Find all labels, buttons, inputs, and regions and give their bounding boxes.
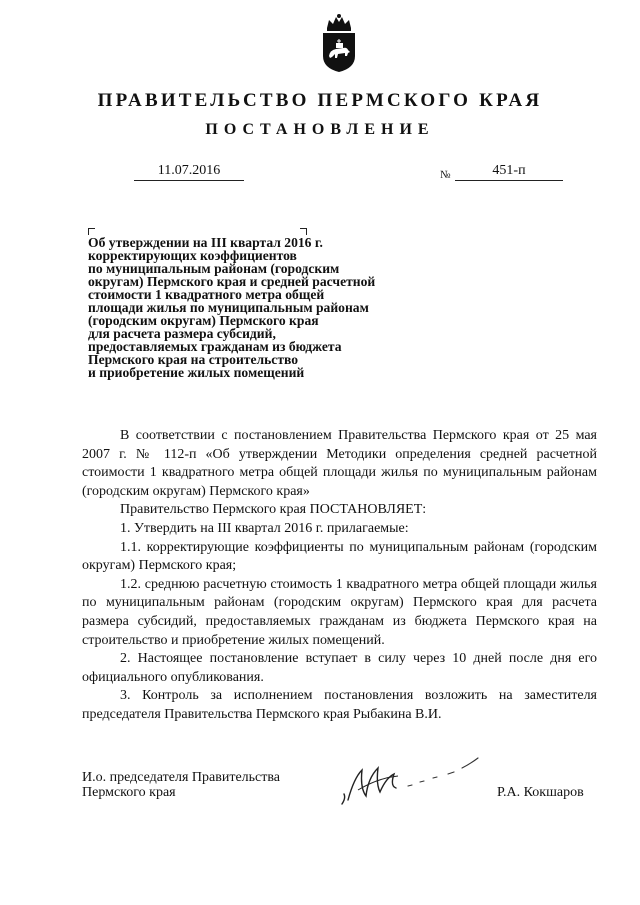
subject-line: площади жилья по муниципальным районам <box>88 300 369 315</box>
subject-line: округам) Пермского края и средней расчетной <box>88 274 376 289</box>
subject-line: Об утверждении на III квартал 2016 г. <box>88 235 323 250</box>
signer-title-line: И.о. председателя Правительства <box>82 770 281 785</box>
subject-corner-left <box>88 228 95 235</box>
subject-line: корректирующих коэффициентов <box>88 248 297 263</box>
subject-line: (городским округам) Пермского края <box>88 313 319 328</box>
number-label: № <box>440 169 451 181</box>
document-body <box>82 427 597 725</box>
preamble-paragraph: В соответствии с постановлением Правительства Пермского края от 25 мая 2007 г. № 112-п «Об утверждении Методики определения средней расчетной стоимости 1 квадратного метра общей площади жилья по муниципальным районам (городским округам) Пермского края» <box>82 428 597 499</box>
subject-line: для расчета размера субсидий, <box>88 326 276 341</box>
subject-line: и приобретение жилых помещений <box>88 365 305 380</box>
document-subject <box>88 236 418 379</box>
document-type: ПОСТАНОВЛЕНИЕ <box>205 121 435 138</box>
document-date: 11.07.2016 <box>134 163 244 181</box>
item-1-paragraph: 1. Утвердить на III квартал 2016 г. прилагаемые: <box>120 520 409 536</box>
signer-name: Р.А. Кокшаров <box>497 785 584 800</box>
signer-title-line: Пермского края <box>82 785 176 800</box>
government-title: ПРАВИТЕЛЬСТВО ПЕРМСКОГО КРАЯ <box>97 90 543 111</box>
subject-corner-right <box>300 228 307 235</box>
coat-of-arms-icon <box>318 12 360 74</box>
item-3-paragraph: 3. Контроль за исполнением постановления возложить на заместителя председателя Правительства Пермского края Рыбакина В.И. <box>82 688 597 722</box>
signer-title <box>82 770 280 800</box>
document-number: 451-п <box>455 163 563 181</box>
item-2-paragraph: 2. Настоящее постановление вступает в силу через 10 дней после дня его официального опубликования. <box>82 651 597 685</box>
resolution-paragraph: Правительство Пермского края ПОСТАНОВЛЯЕТ: <box>120 502 427 518</box>
item-1-1-paragraph: 1.1. корректирующие коэффициенты по муниципальным районам (городским округам) Пермского края; <box>82 539 597 574</box>
subject-line: по муниципальным районам (городским <box>88 261 340 276</box>
subject-line: Пермского края на строительство <box>88 352 299 367</box>
item-1-2-paragraph: 1.2. среднюю расчетную стоимость 1 квадратного метра общей площади жилья по муниципальным районам (городским округам) Пермского края для расчета размера субсидий, предоставляемых гражданам из бюджета Пермского края на строительство и приобретение жилых помещений. <box>82 576 597 648</box>
subject-line: стоимости 1 квадратного метра общей <box>88 287 325 302</box>
handwritten-signature-icon <box>338 748 488 808</box>
subject-line: предоставляемых гражданам из бюджета <box>88 339 342 354</box>
